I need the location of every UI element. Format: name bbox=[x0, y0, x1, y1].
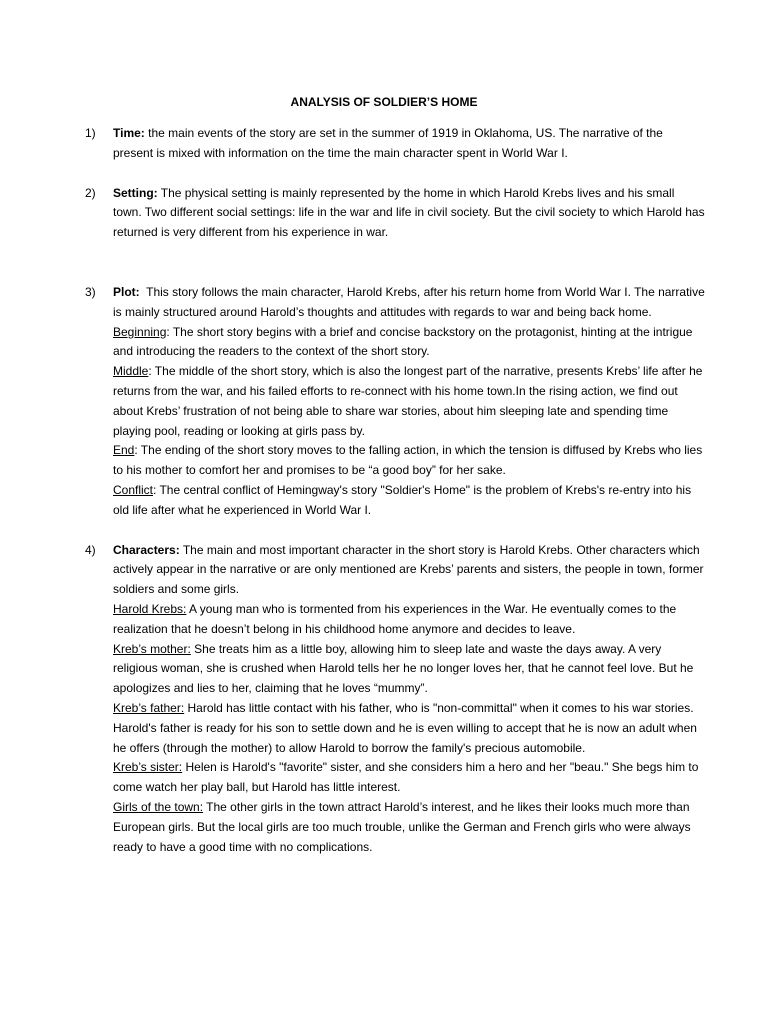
section-time bbox=[85, 124, 705, 164]
section-label: Characters: bbox=[113, 542, 180, 557]
subsection-text: She treats him as a little boy, allowing him to sleep late and waste the days away. A very religious woman, she is crushed when Harold tells her he no longer loves her, that he cannot feel love. But he apologizes and lies to her, claiming that he loves “mummy”. bbox=[113, 641, 694, 696]
plot-middle bbox=[113, 362, 705, 441]
subsection-text: : The middle of the short story, which is also the longest part of the narrative, presents Krebs’ life after he returns from the war, and his failed efforts to re-connect with his home town.In the rising action, we find out about Krebs’ frustration of not being able to share war stories, about him sleeping late and spending time playing pool, reading or looking at girls pass by. bbox=[113, 364, 703, 438]
section-paragraph bbox=[113, 124, 705, 164]
subsection-text: Harold has little contact with his father, who is "non-committal" when it comes to his war stories. Harold's father is ready for his son to settle down and he is even willing to accept that he is now an adult when he offers (through the mother) to allow Harold to borrow the family's precious automobile. bbox=[113, 700, 697, 755]
section-number: 1) bbox=[85, 126, 96, 140]
section-label: Time: bbox=[113, 126, 145, 140]
subsection-text: A young man who is tormented from his experiences in the War. He eventually comes to the realization that he doesn’t belong in his childhood home anymore and decides to leave. bbox=[113, 601, 677, 636]
section-number: 2) bbox=[85, 185, 96, 200]
subsection-text: : The central conflict of Hemingway's story "Soldier's Home" is the problem of Krebs's re-entry into his old life after what he experienced in World War I. bbox=[113, 482, 692, 517]
section-number: 3) bbox=[85, 284, 96, 299]
section-text: The physical setting is mainly represented by the home in which Harold Krebs lives and his small town. Two different social settings: life in the war and life in civil society. But the civil society to which Harold has returned is very different from his experience in war. bbox=[113, 185, 705, 240]
section-plot bbox=[85, 283, 705, 521]
character-harold-krebs bbox=[113, 600, 705, 640]
section-number: 4) bbox=[85, 542, 96, 557]
character-mother bbox=[113, 640, 705, 699]
section-label: Plot: bbox=[113, 284, 140, 299]
section-text: This story follows the main character, Harold Krebs, after his return home from World War I. The narrative is mainly structured around Harold’s thoughts and attitudes with regards to war and being back home. bbox=[113, 284, 705, 319]
plot-end bbox=[113, 441, 705, 481]
subsection-label: Girls of the town: bbox=[113, 799, 204, 814]
subsection-text: : The short story begins with a brief and concise backstory on the protagonist, hinting at the intrigue and introducing the readers to the context of the short story. bbox=[113, 324, 693, 359]
section-characters bbox=[85, 541, 705, 858]
subsection-text: : The ending of the short story moves to the falling action, in which the tension is diffused by Krebs who lies to his mother to comfort her and promises to be “a good boy” for her sake. bbox=[113, 443, 703, 478]
plot-beginning bbox=[113, 323, 705, 363]
plot-conflict bbox=[113, 481, 705, 521]
character-town-girls bbox=[113, 798, 705, 857]
section-setting bbox=[85, 184, 705, 243]
analysis-sections bbox=[85, 124, 705, 857]
subsection-label: Kreb’s sister: bbox=[113, 760, 183, 775]
section-text: The main and most important character in the short story is Harold Krebs. Other characters which actively appear in the narrative or are only mentioned are Krebs’ parents and sisters, the people in town, former soldiers and some girls. bbox=[113, 542, 704, 597]
character-father bbox=[113, 699, 705, 758]
section-paragraph bbox=[113, 184, 705, 243]
section-paragraph bbox=[113, 541, 705, 600]
subsection-label: Beginning bbox=[113, 324, 167, 339]
section-paragraph bbox=[113, 283, 705, 323]
subsection-label: Kreb’s mother: bbox=[113, 641, 191, 656]
section-text: the main events of the story are set in the summer of 1919 in Oklahoma, US. The narrative of the present is mixed with information on the time the main character spent in World War I. bbox=[113, 126, 663, 160]
subsection-label: Conflict bbox=[113, 482, 154, 497]
character-sister bbox=[113, 758, 705, 798]
subsection-label: Harold Krebs: bbox=[113, 601, 187, 616]
subsection-label: Middle bbox=[113, 364, 149, 379]
subsection-label: Kreb’s father: bbox=[113, 700, 185, 715]
subsection-label: End bbox=[113, 443, 135, 458]
subsection-text: Helen is Harold's "favorite" sister, and she considers him a hero and her "beau." She begs him to come watch her play ball, but Harold has little interest. bbox=[113, 760, 699, 795]
subsection-text: The other girls in the town attract Harold’s interest, and he likes their looks much more than European girls. But the local girls are too much trouble, unlike the German and French girls who were always ready to have a good time with no complications. bbox=[113, 799, 691, 854]
document-title: ANALYSIS OF SOLDIER’S HOME bbox=[290, 95, 478, 109]
section-label: Setting: bbox=[113, 185, 158, 200]
